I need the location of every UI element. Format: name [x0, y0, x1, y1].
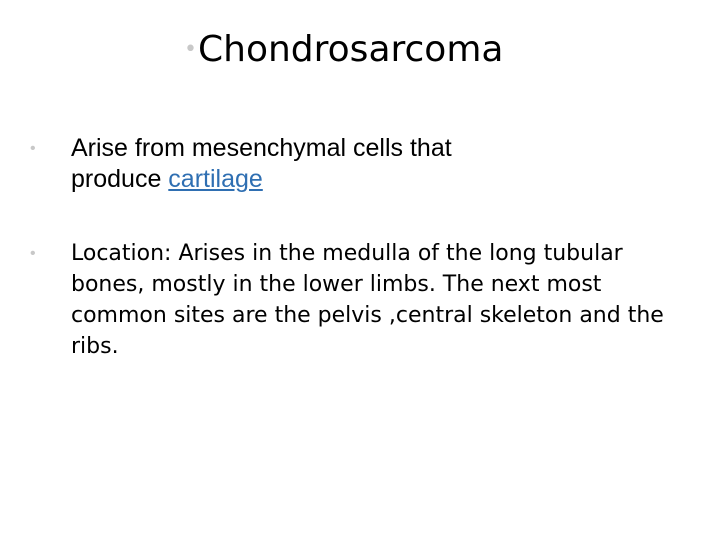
bullet-point-2: Location: Arises in the medulla of the long tubular bones, mostly in the lower limbs. The next most common sites are the pelvis ,central skeleton and the ribs.: [71, 241, 664, 359]
cartilage-link[interactable]: cartilage: [168, 165, 263, 193]
bullet-1-line-1: Arise from mesenchymal cells that: [71, 134, 452, 162]
slide-title: [186, 28, 503, 72]
bullet-point-1: [71, 133, 671, 195]
slide-title-text: Chondrosarcoma: [198, 29, 504, 70]
bullet-1-line-2-prefix: produce: [71, 165, 169, 193]
bullet-glyph: •: [30, 140, 36, 157]
bullet-glyph: •: [30, 245, 36, 262]
title-bullet-glyph: •: [184, 37, 197, 62]
